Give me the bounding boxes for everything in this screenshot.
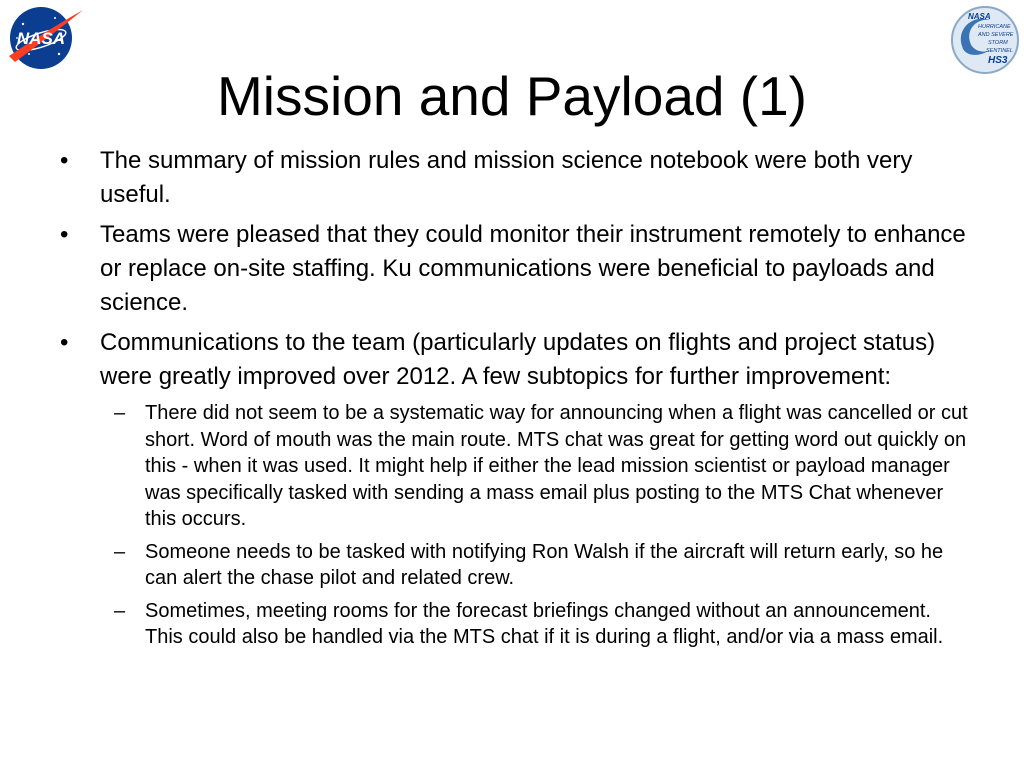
hs3-logo-line-4: STORM [988,40,1008,46]
bullet-marker: • [60,221,69,248]
bullet-marker: • [60,329,69,356]
hs3-logo-line-5: SENTINEL [986,48,1013,54]
sub-bullet-item [100,400,970,533]
sub-bullet-list [100,400,970,651]
sub-bullet-item [100,539,970,592]
sub-bullet-marker: – [114,599,126,622]
slide-title: Mission and Payload (1) [216,65,807,127]
hs3-logo-line-2: HURRICANE [978,24,1011,30]
sub-bullet-marker: – [114,402,126,424]
sub-bullet-text: Someone needs to be tasked with notifying Ron Walsh if the aircraft will return early, so he can alert the chase pilot and related crew. [145,540,944,589]
sub-bullet-item [100,598,970,651]
bullet-text: The summary of mission rules and mission science notebook were both very useful. [100,147,913,208]
sub-bullet-text: There did not seem to be a systematic way for announcing when a flight was cancelled or cut short. Word of mouth was the main route. MTS chat was great for getting word out quickly on this - when it was used. It might help if either the lead mission scientist or payload manager was specifically tasked with sending a mass email plus posting to the MTS Chat whenever this occurs. [145,402,968,530]
hs3-logo-line-1: NASA [968,12,991,21]
sub-bullet-text: Sometimes, meeting rooms for the forecast briefings changed without an announcement. This could also be handled via the MTS chat if it is during a flight, and/or via a mass email. [145,599,944,648]
bullet-list [60,144,970,657]
bullet-text: Communications to the team (particularly updates on flights and project status) were greatly improved over 2012. A few subtopics for further improvement: [100,329,936,390]
hs3-logo-line-3: AND SEVERE [978,32,1014,38]
sub-bullet-marker: – [114,540,126,563]
bullet-item [60,218,970,320]
bullet-text: Teams were pleased that they could monitor their instrument remotely to enhance or replace on-site staffing. Ku communications were beneficial to payloads and science. [100,221,966,316]
nasa-logo-text: NASA [16,29,66,48]
bullet-marker: • [60,147,69,174]
hs3-logo-line-6: HS3 [988,55,1008,66]
bullet-item [60,326,970,651]
bullet-item [60,144,970,212]
